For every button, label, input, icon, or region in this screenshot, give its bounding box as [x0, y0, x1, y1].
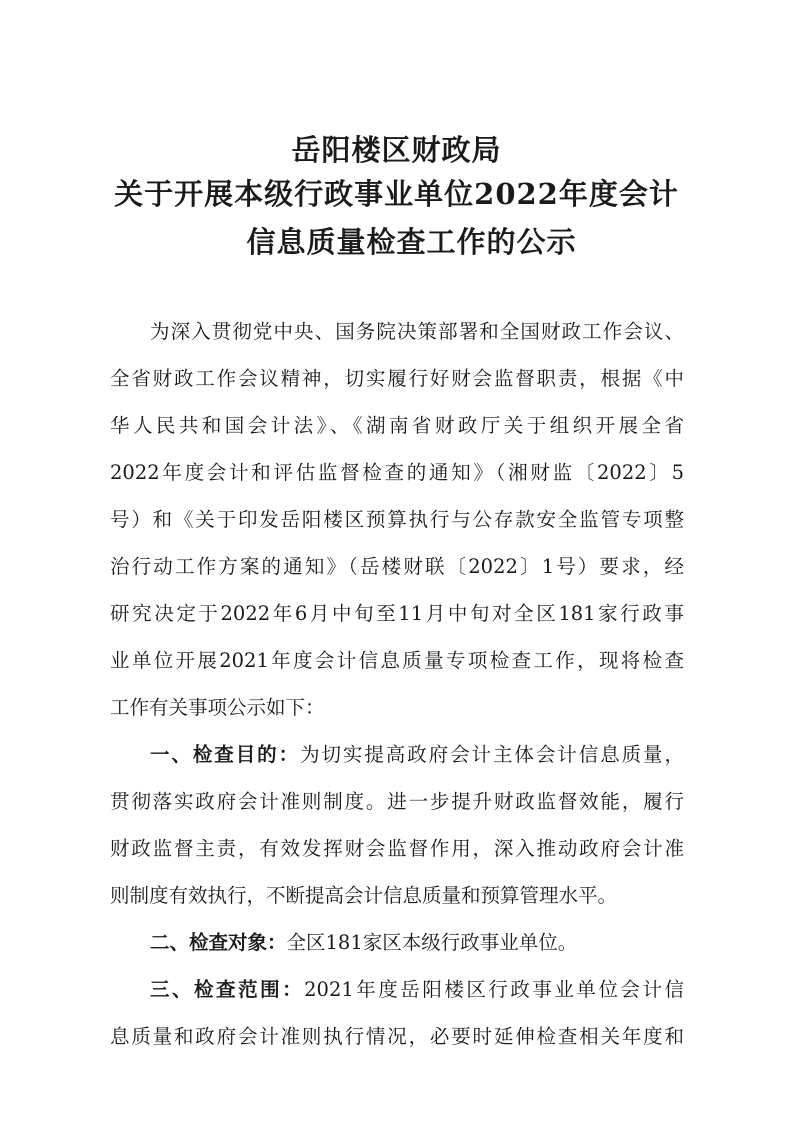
section2-line	[110, 929, 684, 957]
section1-line-1	[110, 741, 684, 769]
intro-line-3: 华人民共和国会计法》、《湖南省财政厅关于组织开展全省	[110, 414, 684, 437]
intro-line-9: 工作有关事项公示如下：	[110, 696, 325, 719]
section3-line-1	[110, 976, 684, 1004]
intro-line-8: 业单位开展2021年度会计信息质量专项检查工作，现将检查	[110, 649, 684, 672]
section1-heading: 一、检查目的：	[150, 743, 301, 766]
section1-line-2: 贯彻落实政府会计准则制度。进一步提升财政监督效能，履行	[110, 790, 684, 813]
intro-line-4: 2022年度会计和评估监督检查的通知》（湘财监〔2022〕5	[110, 461, 684, 484]
section1-line-3: 财政监督主责，有效发挥财会监督作用，深入推动政府会计准	[110, 837, 684, 860]
title-line-1: 岳阳楼区财政局	[291, 133, 502, 167]
section3-line-2: 息质量和政府会计准则执行情况，必要时延伸检查相关年度和	[110, 1025, 684, 1048]
intro-line-1: 为深入贯彻党中央、国务院决策部署和全国财政工作会议、	[150, 320, 684, 343]
title-line-3: 信息质量检查工作的公示	[246, 225, 577, 259]
section2-text: 全区181家区本级行政事业单位。	[286, 931, 578, 954]
title-line-2: 关于开展本级行政事业单位2022年度会计	[114, 177, 679, 211]
section3-heading: 三、检查范围：	[150, 978, 305, 1001]
intro-line-5: 号）和《关于印发岳阳楼区预算执行与公存款安全监管专项整	[110, 508, 684, 531]
section1-text-1: 为切实提高政府会计主体会计信息质量，	[300, 743, 684, 766]
intro-line-6: 治行动工作方案的通知》（岳楼财联〔2022〕1号）要求，经	[110, 555, 684, 578]
section2-heading: 二、检查对象：	[150, 931, 287, 954]
intro-line-7: 研究决定于2022年6月中旬至11月中旬对全区181家行政事	[110, 602, 684, 625]
intro-line-2: 全省财政工作会议精神，切实履行好财会监督职责，根据《中	[110, 367, 684, 390]
section3-text-1: 2021年度岳阳楼区行政事业单位会计信	[304, 978, 684, 1001]
section1-line-4: 则制度有效执行，不断提高会计信息质量和预算管理水平。	[110, 884, 618, 907]
